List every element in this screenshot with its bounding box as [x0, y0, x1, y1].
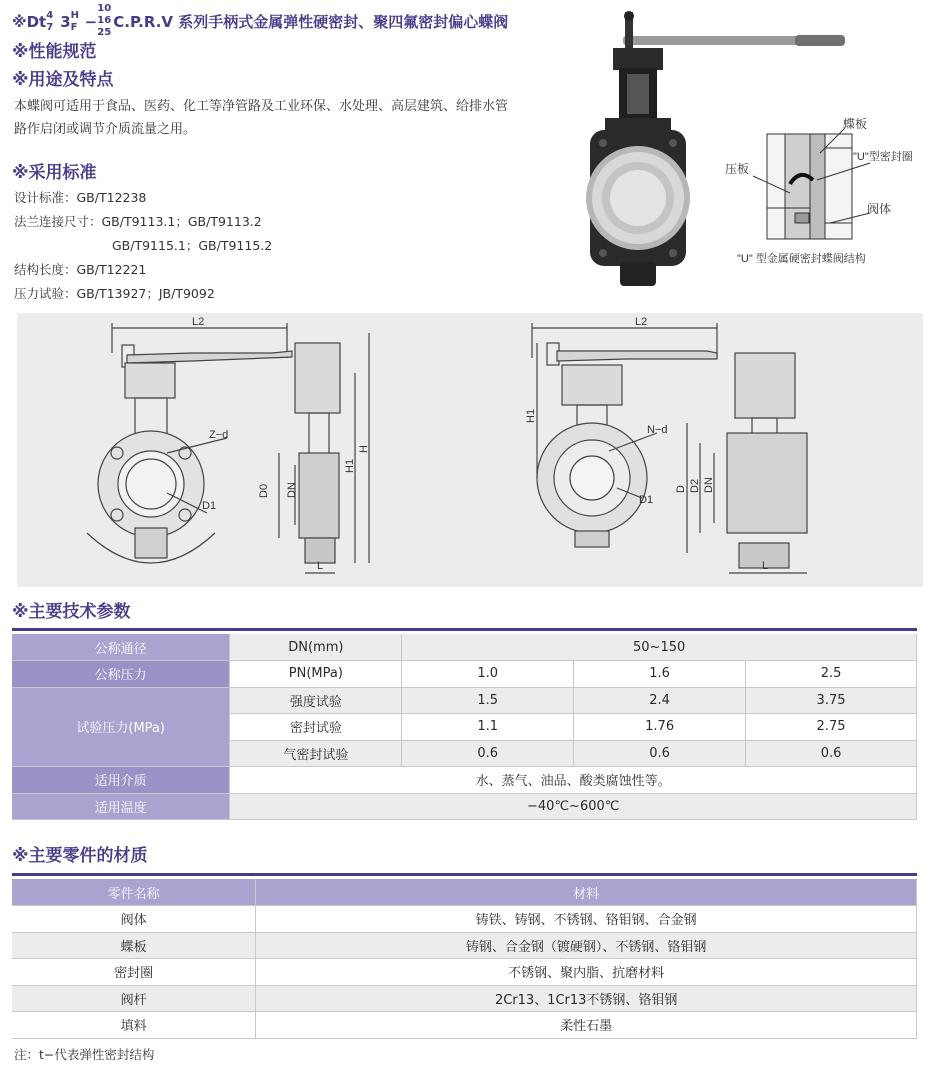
table-row: [12, 959, 917, 986]
row-medium: [12, 767, 917, 794]
row-temp: [12, 793, 917, 820]
medium-label: 适用介质: [12, 767, 230, 794]
section-usage: ※用途及特点: [12, 70, 114, 90]
table-row: [12, 985, 917, 1012]
air-value: 0.6: [746, 740, 917, 767]
tech-params-table: [12, 634, 917, 820]
part-name: 填料: [12, 1012, 256, 1039]
title-suffix: C.P.R.V 系列手柄式金属弹性硬密封、聚四氟密封偏心蝶阀: [113, 13, 509, 31]
seal-value: 1.1: [402, 714, 574, 741]
strength-value: 1.5: [402, 687, 574, 714]
pn-value: 2.5: [746, 661, 917, 688]
section-materials: ※主要零件的材质: [12, 846, 148, 866]
materials-rule: [12, 873, 917, 876]
valve-photo-and-detail: [585, 8, 945, 308]
standard-flange-2: GB/T9115.1；GB/T9115.2: [112, 238, 273, 253]
table-row: [12, 932, 917, 959]
col-material-header: 材料: [256, 879, 917, 906]
part-name: 密封圈: [12, 959, 256, 986]
pn-label: 公称压力: [12, 661, 230, 688]
seal-value: 2.75: [746, 714, 917, 741]
label-disc: 蝶板: [843, 117, 868, 131]
dim-h-left: H: [358, 445, 370, 453]
seal-label: 密封试验: [230, 714, 402, 741]
label-plate: 压板: [725, 162, 750, 176]
air-label: 气密封试验: [230, 740, 402, 767]
section-standards: ※采用标准: [12, 163, 97, 183]
dim-l2-right: L2: [635, 316, 648, 328]
product-title: ※Dt 4 7 3 H F − 10 16 25 C.P.R.V 系列手柄式金属弹性硬密封、聚四氟密封偏心蝶阀: [12, 3, 509, 38]
pn-unit: PN(MPa): [230, 661, 402, 688]
dim-dn-left: DN: [286, 482, 298, 498]
pn-value: 1.0: [402, 661, 574, 688]
dim-l2-left: L2: [192, 316, 205, 328]
air-value: 0.6: [574, 740, 746, 767]
detail-caption: "U" 型金属硬密封蝶阀结构: [737, 253, 866, 265]
table-row: [12, 906, 917, 933]
dim-d0: D0: [258, 483, 270, 498]
dim-l-right: L: [762, 560, 769, 572]
air-value: 0.6: [402, 740, 574, 767]
row-pn: [12, 661, 917, 688]
temp-value: −40℃~600℃: [230, 793, 917, 820]
standard-design: 设计标准：GB/T12238: [14, 190, 147, 205]
material-value: 不锈钢、聚内脂、抗磨材料: [256, 959, 917, 986]
materials-table: [12, 879, 917, 1039]
pn-value: 1.6: [574, 661, 746, 688]
part-name: 阀体: [12, 906, 256, 933]
row-dn: [12, 634, 917, 661]
dim-d1-right: D1: [639, 494, 654, 506]
table-row: [12, 1012, 917, 1039]
dim-d: D: [675, 485, 687, 493]
part-name: 阀杆: [12, 985, 256, 1012]
standard-pressure: 压力试验：GB/T13927；JB/T9092: [14, 286, 215, 301]
material-value: 2Cr13、1Cr13不锈钢、铬钼钢: [256, 985, 917, 1012]
dim-nd: N−d: [647, 424, 668, 436]
usage-text-2: 路作启闭或调节介质流量之用。: [14, 122, 197, 137]
footnote: 注：t−代表弹性密封结构: [14, 1047, 155, 1062]
seal-value: 1.76: [574, 714, 746, 741]
title-prefix: ※Dt: [12, 13, 47, 31]
dim-h1-right: H1: [525, 408, 537, 423]
col-part-header: 零件名称: [12, 879, 256, 906]
label-seal-ring: "U"型密封圈: [853, 151, 913, 163]
part-name: 蝶板: [12, 932, 256, 959]
title-fraction-2: H F: [70, 10, 80, 33]
material-value: 柔性石墨: [256, 1012, 917, 1039]
title-fraction-3: 10 16 25: [97, 3, 112, 38]
label-body: 阀体: [867, 202, 892, 216]
dim-h1-left: H1: [344, 458, 356, 473]
dn-label: 公称通径: [12, 634, 230, 661]
material-value: 铸铁、铸钢、不锈钢、铬钼钢、合金钢: [256, 906, 917, 933]
strength-value: 2.4: [574, 687, 746, 714]
tech-params-rule: [12, 628, 917, 631]
strength-label: 强度试验: [230, 687, 402, 714]
section-performance: ※性能规范: [12, 42, 97, 62]
dim-zd: Z−d: [209, 429, 229, 441]
material-value: 铸钢、合金钢（镀硬钢）、不锈钢、铬钼钢: [256, 932, 917, 959]
temp-label: 适用温度: [12, 793, 230, 820]
dimension-drawings: [17, 313, 923, 587]
dimension-drawing-panel: [17, 313, 923, 587]
row-strength: [12, 687, 917, 714]
dn-unit: DN(mm): [230, 634, 402, 661]
standard-length: 结构长度：GB/T12221: [14, 262, 147, 277]
dim-d2: D2: [689, 478, 701, 493]
dim-l-left: L: [317, 560, 324, 572]
test-pressure-label: 试验压力(MPa): [12, 687, 230, 767]
dn-value: 50~150: [402, 634, 917, 661]
strength-value: 3.75: [746, 687, 917, 714]
usage-text-1: 本蝶阀可适用于食品、医药、化工等净管路及工业环保、水处理、高层建筑、给排水管: [14, 99, 509, 114]
dim-d1-left: D1: [202, 500, 217, 512]
u-seal-detail-drawing: [753, 128, 870, 239]
standard-flange-1: 法兰连接尺寸：GB/T9113.1；GB/T9113.2: [14, 214, 262, 229]
dim-dn-right: DN: [703, 477, 715, 493]
title-fraction-1: 4 7: [46, 10, 54, 33]
medium-value: 水、蒸气、油品、酸类腐蚀性等。: [230, 767, 917, 794]
section-tech-params: ※主要技术参数: [12, 602, 131, 622]
materials-header-row: [12, 879, 917, 906]
